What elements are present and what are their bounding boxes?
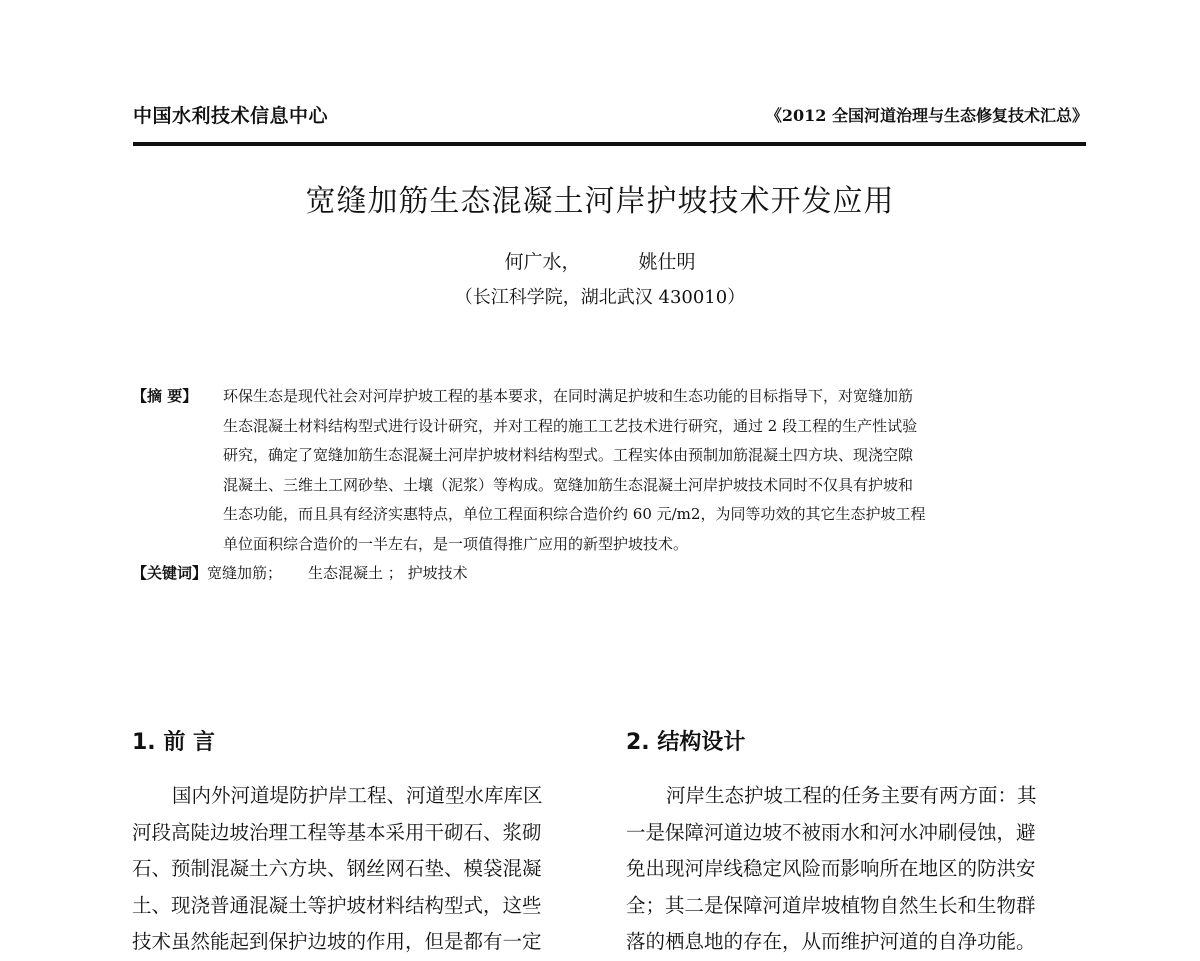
body-line: 河段高陡边坡治理工程等基本采用干砌石、浆砌 [132,820,542,844]
abstract-tag: 【摘 要】 [132,387,198,405]
body-line: 土、现浇普通混凝土等护坡材料结构型式，这些 [132,893,542,917]
body-line: 石、预制混凝土六方块、钢丝网石垫、模袋混凝 [132,857,542,880]
keyword: 生态混凝土 ； [308,564,403,582]
abstract-line: 研究，确定了宽缝加筋生态混凝土河岸护坡材料结构型式。工程实体由预制加筋混凝土四方块、现浇空隙 [223,446,914,464]
body-line: 国内外河道堤防护岸工程、河道型水库库区 [172,784,543,807]
abstract-line [132,382,1092,412]
body-line: 一是保障河道边坡不被雨水和河水冲刷侵蚀，避 [626,820,1036,844]
header-rule [133,142,1086,146]
abstract-line: 混凝土、三维土工网砂垫、土壤（泥浆）等构成。宽缝加筋生态混凝土河岸护坡技术同时不仅具有护坡和 [223,475,914,494]
body-line: 技术虽然能起到保护边坡的作用，但是都有一定 [132,930,542,953]
section-heading-structure-design: 2. 结构设计 [626,730,746,755]
paper-title: 宽缝加筋生态混凝土河岸护坡技术开发应用 [305,184,895,219]
authors [0,247,1200,274]
keyword: 护坡技术 [407,564,468,582]
abstract-text: 环保生态是现代社会对河岸护坡工程的基本要求，在同时满足护坡和生态功能的目标指导下，对宽缝加筋 [223,387,914,405]
abstract-line: 单位面积综合造价的一半左右，是一项值得推广应用的新型护坡技术。 [223,534,689,553]
affiliation: （长江科学院，湖北武汉 430010） [454,287,746,308]
column-left [132,778,582,961]
header-journal: 《2012 全国河道治理与生态修复技术汇总》 [765,106,1088,125]
body-line: 河岸生态护坡工程的任务主要有两方面：其 [666,784,1037,807]
abstract-line: 生态混凝土材料结构型式进行设计研究，并对工程的施工工艺技术进行研究，通过 2 段工程的生产性试验 [223,416,918,435]
keyword: 宽缝加筋； [207,564,283,582]
abstract-line: 生态功能，而且具有经济实惠特点，单位工程面积综合造价约 60 元/m2，为同等功效的其它生态护坡工程 [223,505,926,523]
column-right [626,778,1076,961]
abstract [132,382,1092,589]
author-2: 姚仕明 [638,251,696,273]
keywords [132,559,1092,589]
body-line: 落的栖息地的存在，从而维护河道的自净功能。 [626,930,1036,953]
body-line: 全；其二是保障河道岸坡植物自然生长和生物群 [626,893,1036,917]
body-line: 免出现河岸线稳定风险而影响所在地区的防洪安 [626,857,1036,880]
author-1: 何广水， [504,251,581,273]
header-publisher: 中国水利技术信息中心 [133,105,329,127]
section-heading-introduction: 1. 前 言 [132,730,215,755]
keywords-tag: 【关键词】 [132,564,208,582]
